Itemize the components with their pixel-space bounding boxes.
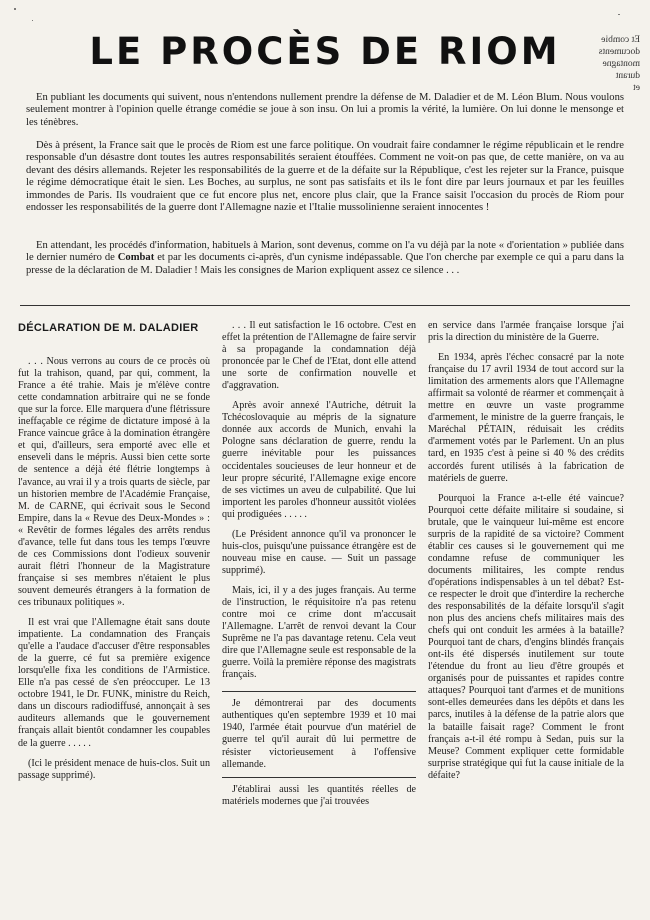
scan-speck — [14, 8, 16, 10]
declaration-paragraph: (Le Président annonce qu'il va prononcer le huis-clos, puisqu'une puissance étrangère est de nouveau mise en cause. — Suit un passage supprimé). — [222, 528, 416, 576]
declaration-paragraph: En 1934, après l'échec consacré par la note française du 17 avril 1934 de tout accord sur la limitation des armements alors que l'Allemagne affirmait sa volonté de réarmer et commençait à mettre en œuvre un vaste programme d'armement, le ministre de la guerre français, le Maréchal PÉTAIN, réduisait les crédits d'armement votés par le Parlement. Un an plus tard, en 1935 c'est à peine si 40 % des crédits accordés furent utilisés à la fabrication de matériels de guerre. — [428, 352, 624, 484]
column-2 — [222, 320, 416, 808]
declaration-paragraph: Après avoir annexé l'Autriche, détruit la Tchécoslovaquie au mépris de la signature donnée aux accords de Munich, envahi la Pologne sans déclaration de guerre, rendu la guerre inévitable pour les puissances occidentales soucieuses de leur honneur et de leur propre sécurité, l'Allemagne exige encore de ses victimes un aveu de culpabilité. Que lui importent les paroles d'honneur aussitôt violées qui prodiguées . . . . . — [222, 400, 416, 520]
intro-text-part: En attendant, les procédés d'information, habituels à Marion, sont devenus, comme on l'a vu déjà par la note « d'orientation » publiée dans le dernier numéro de — [26, 240, 624, 264]
declaration-paragraph: Pourquoi la France a-t-elle été vaincue? Pourquoi cette défaite militaire si soudaine, si brutale, que le vainqueur lui-même est encore surpris de la rapidité de sa victoire? Comment établir ces causes si le gouvernement qui me condamne refuse de communiquer les documents militaires, les compte rendus d'opérations indispensables à un tel débat? Est-ce respecter le droit que d'interdire la recherche des responsabilités de la défaite lorsqu'il s'agit non plus des anciens chefs militaires mais des chefs qui ont conduit les armées à la bataille? Pourquoi tant de chars, d'engins blindés français ont-ils été dispersés inutilement sur toute l'étendue du front au lieu d'être groupés et organisés pour de puissantes et rapides contre attaques? Pourquoi tant d'armes et de munitions sont-elles demeurées dans les dépôts et dans les parcs, inutiles à la défense de la patrie alors que la bataille faisait rage? Comment le front français a-t-il été rompu à Sedan, puis sur la Meuse? Comment expliquer cette formidable surprise stratégique qui fut la cause initiale de la défaite? — [428, 492, 624, 781]
declaration-paragraph: en service dans l'armée française lorsque j'ai pris la direction du ministère de la Guerre. — [428, 320, 624, 344]
corner-note-line: durant — [615, 71, 640, 81]
declaration-paragraph: J'établirai aussi les quantités réelles de matériels modernes que j'ai trouvées — [222, 783, 416, 807]
scan-speck — [32, 20, 33, 21]
declaration-paragraph: (Ici le président menace de huis-clos. Suit un passage supprimé). — [18, 757, 210, 781]
intro-text-part: et par les documents ci-après, d'un cynisme indépassable. Que l'on cherche par exemple ce qui a paru dans la presse de la déclaration de M. Daladier ! Mais les consignes de Marion expliquent assez ce silence . . . — [26, 252, 624, 276]
scan-speck — [618, 14, 620, 15]
declaration-paragraph: Je démontrerai par des documents authentiques qu'en septembre 1939 et 10 mai 1940, l'armée était pourvue d'un matériel de guerre tel qu'il aurait dû lui permettre de résister victorieusement à l'offensive allemande. — [222, 698, 416, 770]
inner-divider — [222, 777, 416, 778]
inner-divider — [222, 691, 416, 692]
corner-note-line: documents — [598, 47, 640, 57]
column-1 — [18, 320, 210, 782]
corner-note-line: Et combie — [601, 35, 640, 45]
declaration-paragraph: Mais, ici, il y a des juges français. Au terme de l'instruction, le réquisitoire n'a pas retenu contre moi ce crime dont m'accusait l'Allemagne. L'arrêt de renvoi devant la Cour Suprême ne l'a pas davantage retenu. Cela veut dire que l'Allemagne seule est responsable de la guerre. Voilà la première réponse des magistrats français. — [222, 584, 416, 681]
section-divider — [20, 305, 630, 306]
corner-note-line: montagne — [602, 59, 640, 69]
declaration-paragraph: . . . Il eut satisfaction le 16 octobre. C'est en effet la prétention de l'Allemagne de faire servir à sa propagande la condamnation déjà prononcée par le Chef de l'Etat, dont elle attend une sorte de confirmation nouvelle et d'aggravation. — [222, 320, 416, 392]
mirrored-corner-note — [560, 34, 640, 94]
declaration-paragraph: Il est vrai que l'Allemagne était sans doute impatiente. La condamnation des Français qu'elle a l'audace d'accuser d'être responsables de la guerre, cé fut sa première exigence lorsqu'elle fixa les conditions de l'Armistice. Elle n'a pas cessé de s'en préoccuper. Le 13 octobre 1941, le Dr. FUNK, ministre du Reich, dans un discours radiodiffusé, annonçait à ses auditeurs allemands que le gouvernement français allait bientôt condamner les coupables de la guerre . . . . . — [18, 617, 210, 749]
combat-title: Combat — [117, 252, 155, 264]
intro-text — [26, 240, 624, 277]
corner-note-line: et — [633, 83, 640, 93]
declaration-heading: DÉCLARATION DE M. DALADIER — [18, 322, 199, 334]
declaration-paragraph: . . . Nous verrons au cours de ce procès où fut la trahison, quand, par qui, comment, la France a été trahie. Mais je m'élève contre cette condamnation arbitraire qui ne se fonde que sur la force. Elle marquera d'une flétrissure ineffaçable ce régime de dictature imposé à la France vaincue grâce à la domination étrangère et qui, d'ailleurs, sera emporté avec elle et enseveli dans le mépris. Aussi bien cette sorte de sentence a déjà été flétrie longtemps à l'avance, au vrai il y a trois quarts de siècle, par un historien membre de l'Académie Française, M. de CARNE, qui écrivait sous le Second Empire, dans la « Revue des Deux-Mondes » : « Revêtir de formes légales des arrêts rendus d'avance, telle fut dans tous les temps l'œuvre de ces Commissions dont l'odieux souvenir aurait flétri l'honneur de la Magistrature française si ses membres n'étaient le plus souvent demeurés étrangers à la formation de ces tribunaux politiques ». — [18, 356, 210, 608]
intro-paragraph-1 — [26, 92, 624, 129]
page-title: LE PROCÈS DE RIOM — [89, 30, 561, 73]
boxed-section — [222, 691, 416, 807]
intro-text: Dès à présent, la France sait que le procès de Riom est une farce politique. On voudrait faire condamner le régime républicain et le rendre responsable d'un désastre dont toutes les autres responsabilités seraient étouffées. Comment ne voit-on pas que, de cette manière, on va au devant des désirs allemands. Rejeter les responsabilités de la guerre et de la défaite sur la République, c'est les rejeter sur la France, puisque le régime démocratique était le sien. Les Boches, au surplus, ne sont pas satisfaits et ils le font dire par leurs journaux et par les feuilles immondes de Paris. Ils voudraient que ce fut encore plus net, encore plus clair, que la France saisit l'occasion du procès de Riom pour endosser les responsabilités de la guerre dont l'Allemagne nazie et l'Italie mussolinienne seraient innocentes ! — [26, 140, 624, 214]
intro-text: En publiant les documents qui suivent, nous n'entendons nullement prendre la défense de M. Daladier et de M. Léon Blum. Nous voulons seulement montrer à l'opinion quelle étrange comédie se joue à son insu. On lui a promis la vérité, la lumière. On lui donne le mensonge et les ténèbres. — [26, 92, 624, 128]
intro-paragraph-3 — [26, 240, 624, 277]
column-3 — [428, 320, 624, 782]
intro-paragraph-2 — [26, 140, 624, 214]
